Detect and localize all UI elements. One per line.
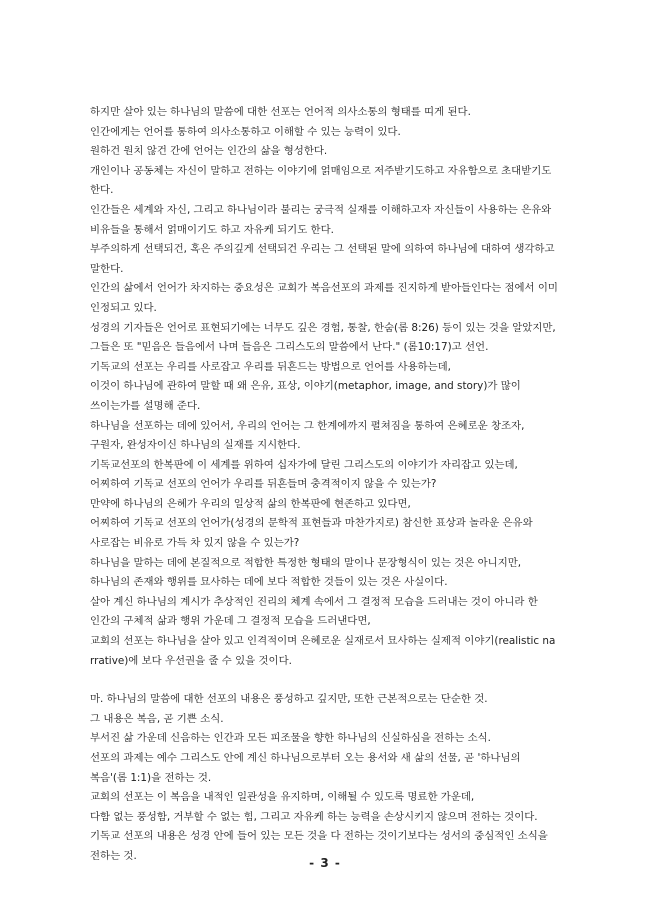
paragraph: 기독교선포의 한복판에 이 세계를 위하여 십자가에 달린 그리스도의 이야기가 자리잡고 있는데, 어찌하여 기독교 선포의 언어가 우리를 뒤흔들며 충격적이지 않을 수 있는가?: [90, 458, 518, 491]
paragraph: 인간들은 세계와 자신, 그리고 하나님이라 불리는 궁극적 실재를 이해하고자 자신들이 사용하는 은유와 비유들을 통해서 얽매이기도 하고 자유케 되기도 한다.: [90, 203, 552, 236]
section-gap: [90, 671, 558, 690]
paragraph: 다함 없는 풍성함, 거부할 수 없는 힘, 그리고 자유케 하는 능력을 손상시키지 않으며 전하는 것이다.: [90, 810, 538, 823]
paragraph: 부서진 삶 가운데 신음하는 인간과 모든 피조물을 향한 하나님의 신실하심을 전하는 소식.: [90, 732, 491, 745]
paragraph: 인간에게는 언어를 통하여 의사소통하고 이해할 수 있는 능력이 있다.: [90, 125, 401, 138]
paragraph: 교회의 선포는 하나님을 살아 있고 인격적이며 은혜로운 실재로서 묘사하는 실제적 이야기(realistic narrative)에 보다 우선권을 줄 수 있을 것이다.: [90, 635, 556, 667]
paragraph: 인간의 삶에서 언어가 차지하는 중요성은 교회가 복음선포의 과제를 진지하게 받아들인다는 점에서 이미 인정되고 있다.: [90, 282, 558, 314]
page-number: - 3 -: [309, 856, 341, 870]
paragraph: 어찌하여 기독교 선포의 언어가(성경의 문학적 표현들과 마찬가지로) 참신한 표상과 놀라운 은유와 사로잡는 비유로 가득 차 있지 않을 수 있는가?: [90, 517, 533, 550]
paragraph: 하나님을 말하는 데에 본질적으로 적합한 특정한 형태의 말이나 문장형식이 있는 것은 아니지만,: [90, 556, 522, 569]
paragraph: 개인이나 공동체는 자신이 말하고 전하는 이야기에 얽매임으로 저주받기도하고 자유함으로 초대받기도 한다.: [90, 164, 552, 197]
paragraph: 살아 계신 하나님의 계시가 추상적인 진리의 체계 속에서 그 결정적 모습을 드러내는 것이 아니라 한 인간의 구체적 삶과 행위 가운데 그 결정적 모습을 드러낸다면,: [90, 595, 538, 628]
paragraph: 기독교의 선포는 우리를 사로잡고 우리를 뒤흔드는 방법으로 언어를 사용하는데,: [90, 360, 451, 373]
paragraph: 하지만 살아 있는 하나님의 말씀에 대한 선포는 언어적 의사소통의 형태를 띠게 된다.: [90, 106, 471, 118]
body-text: [90, 103, 558, 867]
paragraph: 이것이 하나님에 관하여 말할 때 왜 은유, 표상, 이야기(metaphor, image, and story)가 많이 쓰이는가를 설명해 준다.: [90, 380, 521, 412]
paragraph: 교회의 선포는 이 복음을 내적인 일관성을 유지하며, 이해될 수 있도록 명료한 가운데,: [90, 791, 475, 804]
paragraph: 원하건 원치 않건 간에 언어는 인간의 삶을 형성한다.: [90, 145, 328, 158]
paragraph: 그 내용은 복음, 곧 기쁜 소식.: [90, 712, 224, 725]
paragraph: 하나님을 선포하는 데에 있어서, 우리의 언어는 그 한계에까지 펼쳐짐을 통하여 은혜로운 창조자, 구원자, 완성자이신 하나님의 실재를 지시한다.: [90, 419, 525, 452]
paragraph: 선포의 과제는 예수 그리스도 안에 계신 하나님으로부터 오는 용서와 새 삶의 선물, 곧 '하나님의 복음'(롬 1:1)을 전하는 것.: [90, 752, 521, 784]
paragraph: 하나님의 존재와 행위를 묘사하는 데에 보다 적합한 것들이 있는 것은 사실이다.: [90, 576, 448, 589]
paragraph: 마. 하나님의 말씀에 대한 선포의 내용은 풍성하고 깊지만, 또한 근본적으로는 단순한 것.: [90, 693, 488, 706]
paragraph: 기독교 선포의 내용은 성경 안에 들어 있는 모든 것을 다 전하는 것이기보다는 성서의 중심적인 소식을 전하는 것.: [90, 830, 548, 862]
paragraph: 그들은 또 "믿음은 들음에서 나며 들음은 그리스도의 말씀에서 난다." (롬10:17)고 선언.: [90, 341, 489, 354]
paragraph: 부주의하게 선택되건, 혹은 주의깊게 선택되건 우리는 그 선택된 말에 의하여 하나님에 대하여 생각하고 말한다.: [90, 243, 555, 275]
paragraph: 성경의 기자들은 언어로 표현되기에는 너무도 깊은 경험, 통찰, 한숨(롬 8:26) 등이 있는 것을 알았지만,: [90, 321, 556, 334]
paragraph: 만약에 하나님의 은혜가 우리의 일상적 삶의 한복판에 현존하고 있다면,: [90, 497, 411, 510]
